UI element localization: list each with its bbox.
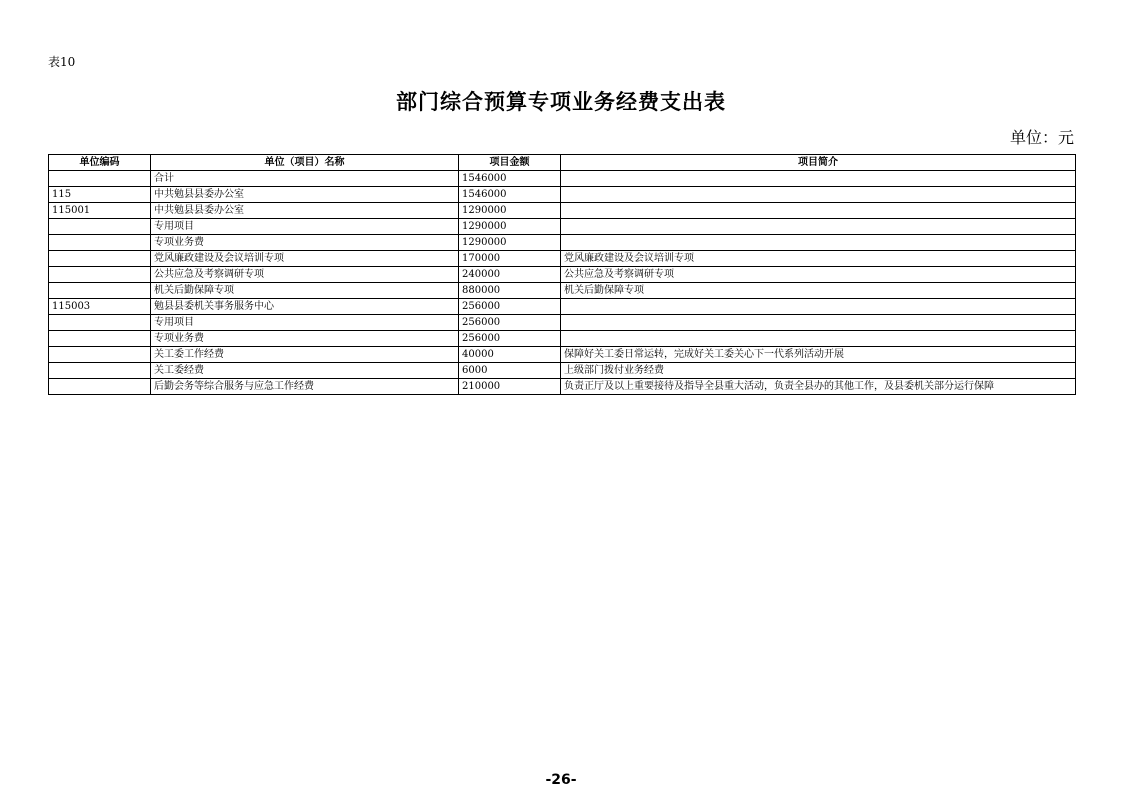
table-number-label: 表10 xyxy=(48,55,76,69)
table-row xyxy=(49,171,1076,187)
amount-cell: 1546000 xyxy=(459,187,561,203)
unit-code-cell xyxy=(49,363,151,379)
amount-cell: 40000 xyxy=(459,347,561,363)
unit-code-cell xyxy=(49,251,151,267)
table-row xyxy=(49,251,1076,267)
amount-cell: 1290000 xyxy=(459,235,561,251)
unit-code-cell: 115003 xyxy=(49,299,151,315)
table-row xyxy=(49,331,1076,347)
table-row xyxy=(49,267,1076,283)
amount-cell: 880000 xyxy=(459,283,561,299)
description-cell: 上级部门拨付业务经费 xyxy=(561,363,1076,379)
column-header-amount: 项目金额 xyxy=(459,155,561,171)
unit-code-cell xyxy=(49,171,151,187)
unit-code-cell xyxy=(49,347,151,363)
item-name-cell: 关工委经费 xyxy=(151,363,459,379)
table-row xyxy=(49,379,1076,395)
page-number: -26- xyxy=(545,772,577,788)
description-cell: 保障好关工委日常运转，完成好关工委关心下一代系列活动开展 xyxy=(561,347,1076,363)
description-cell xyxy=(561,203,1076,219)
table-row xyxy=(49,299,1076,315)
item-name-cell: 合计 xyxy=(151,171,459,187)
item-name-cell: 后勤会务等综合服务与应急工作经费 xyxy=(151,379,459,395)
table-row xyxy=(49,203,1076,219)
amount-cell: 256000 xyxy=(459,299,561,315)
description-cell: 公共应急及考察调研专项 xyxy=(561,267,1076,283)
description-cell xyxy=(561,187,1076,203)
amount-cell: 1290000 xyxy=(459,219,561,235)
table-row xyxy=(49,347,1076,363)
description-cell xyxy=(561,331,1076,347)
unit-label: 单位：元 xyxy=(1009,128,1074,147)
description-cell xyxy=(561,299,1076,315)
item-name-cell: 中共勉县县委办公室 xyxy=(151,203,459,219)
unit-code-cell xyxy=(49,331,151,347)
column-header-name: 单位（项目）名称 xyxy=(151,155,459,171)
table-row xyxy=(49,235,1076,251)
column-header-code: 单位编码 xyxy=(49,155,151,171)
page-title: 部门综合预算专项业务经费支出表 xyxy=(396,90,726,114)
unit-code-cell xyxy=(49,379,151,395)
amount-cell: 256000 xyxy=(459,315,561,331)
table-row xyxy=(49,315,1076,331)
column-header-description: 项目简介 xyxy=(561,155,1076,171)
item-name-cell: 机关后勤保障专项 xyxy=(151,283,459,299)
unit-code-cell xyxy=(49,315,151,331)
item-name-cell: 中共勉县县委办公室 xyxy=(151,187,459,203)
amount-cell: 170000 xyxy=(459,251,561,267)
description-cell xyxy=(561,171,1076,187)
table-header-row xyxy=(49,155,1076,171)
item-name-cell: 专用项目 xyxy=(151,315,459,331)
item-name-cell: 关工委工作经费 xyxy=(151,347,459,363)
amount-cell: 210000 xyxy=(459,379,561,395)
unit-code-cell xyxy=(49,267,151,283)
description-cell: 机关后勤保障专项 xyxy=(561,283,1076,299)
amount-cell: 256000 xyxy=(459,331,561,347)
unit-code-cell: 115001 xyxy=(49,203,151,219)
description-cell: 党风廉政建设及会议培训专项 xyxy=(561,251,1076,267)
unit-code-cell xyxy=(49,219,151,235)
amount-cell: 1290000 xyxy=(459,203,561,219)
unit-code-cell: 115 xyxy=(49,187,151,203)
description-cell xyxy=(561,219,1076,235)
description-cell: 负责正厅及以上重要接待及指导全县重大活动，负责全县办的其他工作，及县委机关部分运行保障 xyxy=(561,379,1076,395)
table-row xyxy=(49,363,1076,379)
item-name-cell: 党风廉政建设及会议培训专项 xyxy=(151,251,459,267)
amount-cell: 240000 xyxy=(459,267,561,283)
amount-cell: 1546000 xyxy=(459,171,561,187)
description-cell xyxy=(561,315,1076,331)
table-row xyxy=(49,187,1076,203)
item-name-cell: 专项业务费 xyxy=(151,235,459,251)
item-name-cell: 公共应急及考察调研专项 xyxy=(151,267,459,283)
table-row xyxy=(49,283,1076,299)
item-name-cell: 专用项目 xyxy=(151,219,459,235)
budget-table xyxy=(48,154,1076,395)
item-name-cell: 勉县县委机关事务服务中心 xyxy=(151,299,459,315)
description-cell xyxy=(561,235,1076,251)
amount-cell: 6000 xyxy=(459,363,561,379)
unit-code-cell xyxy=(49,283,151,299)
table-row xyxy=(49,219,1076,235)
item-name-cell: 专项业务费 xyxy=(151,331,459,347)
unit-code-cell xyxy=(49,235,151,251)
